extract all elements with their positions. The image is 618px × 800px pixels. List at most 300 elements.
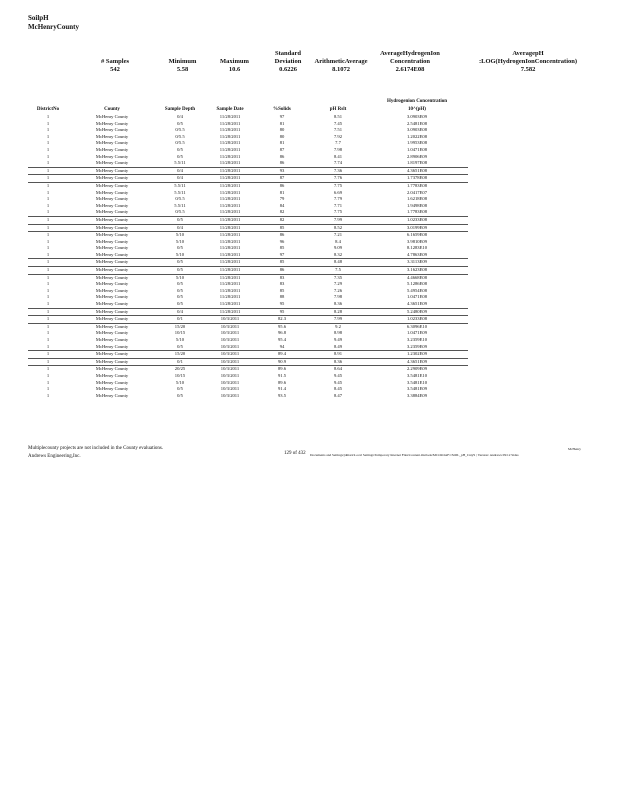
- summary-avg-h-label-1: AverageHydrogenIon: [380, 50, 440, 57]
- cell-county: McHenry County: [95, 301, 129, 307]
- table-row: [28, 350, 468, 358]
- cell-date: 10/3/2011: [220, 386, 240, 392]
- cell-district: 1: [46, 343, 50, 349]
- cell-district: 1: [46, 182, 50, 188]
- cell-county: McHenry County: [95, 232, 129, 238]
- col-header-depth: Sample Depth: [164, 107, 196, 112]
- cell-date: 11/28/2011: [219, 238, 241, 244]
- cell-solids: 95.6: [277, 323, 287, 329]
- cell-solids: 84: [279, 202, 285, 208]
- cell-depth: 0/5.5: [175, 133, 185, 139]
- cell-hconc: 6.1659E08: [406, 232, 428, 238]
- cell-ph: 8.36: [333, 301, 343, 307]
- cell-county: McHenry County: [95, 337, 129, 342]
- cell-county: McHenry County: [95, 251, 129, 257]
- cell-solids: 82: [279, 209, 285, 215]
- cell-hconc: 3.5481E10: [406, 372, 428, 378]
- cell-ph: 7.29: [333, 281, 343, 287]
- cell-district: 1: [46, 267, 50, 273]
- cell-district: 1: [46, 224, 50, 230]
- cell-district: 1: [46, 251, 50, 257]
- cell-hconc: 1.8197E08: [406, 160, 428, 166]
- cell-date: 11/28/2011: [219, 175, 241, 181]
- cell-solids: 95: [279, 308, 285, 314]
- cell-solids: 87: [279, 175, 285, 181]
- cell-ph: 9.09: [333, 245, 343, 251]
- cell-hconc: 2.5481E08: [406, 120, 428, 126]
- cell-date: 11/28/2011: [219, 120, 241, 126]
- cell-depth: 0/5.5: [175, 196, 185, 202]
- cell-date: 11/28/2011: [219, 259, 241, 265]
- cell-county: McHenry County: [95, 330, 129, 336]
- cell-solids: 86: [279, 267, 285, 273]
- footer-company: Andrews Engineering,Inc.: [28, 454, 81, 459]
- cell-hconc: 1.7783E08: [406, 209, 428, 215]
- cell-district: 1: [46, 127, 50, 133]
- cell-solids: 91.4: [277, 386, 287, 392]
- cell-depth: 0/4: [177, 114, 183, 119]
- cell-date: 11/28/2011: [219, 209, 241, 215]
- cell-ph: 7.99: [333, 316, 343, 322]
- cell-ph: 7.26: [333, 287, 343, 293]
- table-row: [28, 114, 468, 121]
- table-row: [28, 373, 468, 380]
- table-row: [28, 344, 468, 351]
- cell-district: 1: [46, 209, 50, 215]
- cell-hconc: 1.9953E08: [406, 140, 428, 146]
- cell-depth: 0/5: [177, 386, 183, 392]
- cell-solids: 97: [279, 251, 285, 257]
- cell-hconc: 5.4954E08: [406, 287, 428, 293]
- cell-date: 11/28/2011: [219, 251, 241, 257]
- cell-date: 11/28/2011: [219, 133, 241, 139]
- cell-date: 11/28/2011: [219, 146, 241, 152]
- cell-solids: 85: [279, 224, 285, 230]
- cell-county: McHenry County: [95, 160, 129, 166]
- cell-hconc: 1.0471E09: [406, 330, 428, 336]
- cell-county: McHenry County: [95, 153, 129, 159]
- cell-solids: 91.5: [277, 372, 287, 378]
- cell-solids: 96: [279, 238, 285, 244]
- cell-district: 1: [46, 238, 50, 244]
- cell-hconc: 1.0233E08: [406, 216, 428, 222]
- cell-solids: 93: [279, 167, 285, 173]
- summary-avg-h-value: 2.6174E08: [395, 66, 425, 73]
- cell-solids: 95: [279, 301, 285, 307]
- cell-depth: 0/5: [177, 343, 183, 349]
- cell-hconc: 3.3113E09: [407, 259, 427, 265]
- cell-county: McHenry County: [95, 392, 129, 398]
- summary-avg-ph-label-2: :LOG(HydrogenIonConcentration): [478, 58, 578, 65]
- cell-hconc: 4.4668E08: [406, 274, 428, 280]
- table-row: [28, 358, 468, 366]
- cell-solids: 87: [279, 146, 285, 152]
- cell-date: 10/3/2011: [220, 366, 240, 372]
- summary-std-value: 0.6226: [279, 66, 297, 73]
- table-row: [28, 216, 468, 224]
- table-row: [28, 315, 468, 323]
- cell-district: 1: [46, 294, 50, 300]
- cell-depth: 0/4: [177, 167, 183, 173]
- cell-county: McHenry County: [95, 366, 129, 372]
- cell-depth: 20/25: [174, 366, 186, 372]
- cell-date: 11/28/2011: [219, 301, 241, 307]
- cell-solids: 80: [279, 127, 285, 133]
- cell-date: 11/28/2011: [219, 167, 241, 173]
- cell-hconc: 3.0199E09: [406, 224, 428, 230]
- cell-county: McHenry County: [95, 351, 129, 357]
- cell-hconc: 8.1283E10: [406, 245, 428, 251]
- cell-hconc: 1.0471E08: [406, 146, 428, 152]
- cell-hconc: 3.2359E10: [406, 337, 428, 342]
- table-row: [28, 380, 468, 387]
- cell-county: McHenry County: [95, 245, 129, 251]
- col-header-date: Sample Date: [216, 107, 244, 112]
- table-row: [28, 196, 468, 203]
- cell-ph: 7.7: [335, 140, 341, 146]
- cell-hconc: 2.2909E09: [406, 366, 428, 372]
- cell-solids: 81: [279, 140, 285, 146]
- cell-solids: 89.6: [277, 366, 287, 372]
- cell-solids: 85: [279, 259, 285, 265]
- cell-hconc: 3.3884E09: [406, 392, 428, 398]
- cell-county: McHenry County: [95, 224, 129, 230]
- cell-county: McHenry County: [95, 372, 129, 378]
- cell-district: 1: [46, 301, 50, 307]
- cell-county: McHenry County: [95, 386, 129, 392]
- cell-date: 11/28/2011: [219, 153, 241, 159]
- cell-ph: 9.45: [333, 379, 343, 385]
- summary-max-value: 10.6: [228, 66, 241, 73]
- cell-district: 1: [46, 232, 50, 238]
- cell-depth: 0/4: [177, 175, 183, 181]
- summary-min-value: 5.58: [176, 66, 189, 73]
- cell-ph: 8.98: [333, 330, 343, 336]
- table-row: [28, 209, 468, 216]
- cell-ph: 8.45: [333, 386, 343, 392]
- cell-depth: 10/15: [174, 372, 186, 378]
- cell-county: McHenry County: [95, 379, 129, 385]
- cell-date: 11/28/2011: [219, 287, 241, 293]
- cell-solids: 96.8: [277, 330, 287, 336]
- cell-ph: 7.71: [333, 202, 343, 208]
- cell-date: 11/28/2011: [219, 127, 241, 133]
- cell-hconc: 1.2022E08: [406, 133, 428, 139]
- cell-ph: 7.35: [333, 274, 343, 280]
- cell-ph: 7.74: [333, 160, 343, 166]
- table-row: [28, 147, 468, 154]
- cell-ph: 9.49: [333, 337, 343, 342]
- cell-district: 1: [46, 153, 50, 159]
- report-county: McHenryCounty: [28, 23, 79, 31]
- cell-ph: 7.21: [333, 232, 343, 238]
- table-row: [28, 203, 468, 210]
- cell-ph: 8.36: [333, 358, 343, 364]
- table-row: [28, 330, 468, 337]
- table-row: [28, 182, 468, 190]
- cell-ph: 7.51: [333, 127, 343, 133]
- cell-hconc: 3.5481E09: [406, 386, 428, 392]
- cell-hconc: 5.2480E09: [406, 308, 428, 314]
- cell-county: McHenry County: [95, 259, 129, 265]
- cell-solids: 95.4: [277, 337, 287, 342]
- table-row: [28, 365, 468, 373]
- summary-samples-label: # Samples: [101, 58, 129, 65]
- cell-solids: 97: [279, 114, 285, 119]
- cell-ph: 8.41: [333, 153, 343, 159]
- cell-ph: 9.45: [333, 372, 343, 378]
- cell-county: McHenry County: [95, 343, 129, 349]
- col-header-district: DistrictNo: [36, 107, 60, 112]
- cell-solids: 89.6: [277, 379, 287, 385]
- cell-depth: 0/5: [177, 287, 183, 293]
- cell-solids: 82.3: [277, 316, 287, 322]
- table-row: [28, 154, 468, 161]
- col-header-county: County: [104, 107, 120, 112]
- cell-district: 1: [46, 146, 50, 152]
- cell-district: 1: [46, 189, 50, 195]
- cell-date: 11/28/2011: [219, 281, 241, 287]
- cell-date: 11/28/2011: [219, 216, 241, 222]
- cell-county: McHenry County: [95, 308, 129, 314]
- cell-hconc: 5.1286E08: [406, 281, 428, 287]
- cell-depth: 0/5: [177, 267, 183, 273]
- cell-district: 1: [46, 358, 50, 364]
- cell-hconc: 1.2302E09: [406, 351, 428, 357]
- cell-district: 1: [46, 337, 50, 342]
- summary-avg-ph-label-1: AveragepH: [512, 50, 544, 57]
- cell-depth: 0/4: [177, 308, 183, 314]
- footer-note: Multiplecounty projects are not included in the County evaluations.: [28, 446, 164, 451]
- cell-hconc: 1.9498E08: [406, 202, 428, 208]
- cell-ph: 7.75: [333, 209, 343, 215]
- table-row: [28, 308, 468, 316]
- cell-date: 11/28/2011: [219, 182, 241, 188]
- cell-ph: 7.92: [333, 133, 343, 139]
- cell-county: McHenry County: [95, 216, 129, 222]
- cell-county: McHenry County: [95, 189, 129, 195]
- cell-ph: 6.69: [333, 189, 343, 195]
- cell-county: McHenry County: [95, 127, 129, 133]
- cell-hconc: 4.3651E08: [406, 167, 428, 173]
- summary-std-label-1: Standard: [274, 50, 301, 57]
- cell-depth: 0/5.5: [175, 127, 185, 133]
- table-row: [28, 134, 468, 141]
- cell-depth: 0/5: [177, 301, 183, 307]
- cell-district: 1: [46, 140, 50, 146]
- cell-solids: 94: [279, 343, 285, 349]
- cell-county: McHenry County: [95, 196, 129, 202]
- cell-county: McHenry County: [95, 146, 129, 152]
- cell-ph: 8.48: [333, 259, 343, 265]
- cell-date: 10/3/2011: [220, 358, 240, 364]
- cell-county: McHenry County: [95, 316, 129, 322]
- table-row: [28, 245, 468, 252]
- summary-arith-label: ArithmeticAverage: [314, 58, 368, 65]
- cell-date: 10/3/2011: [220, 343, 240, 349]
- cell-date: 10/3/2011: [220, 379, 240, 385]
- cell-district: 1: [46, 274, 50, 280]
- cell-district: 1: [46, 216, 50, 222]
- table-row: [28, 127, 468, 134]
- cell-county: McHenry County: [95, 287, 129, 293]
- cell-district: 1: [46, 120, 50, 126]
- cell-solids: 82: [279, 216, 285, 222]
- cell-ph: 7.99: [333, 216, 343, 222]
- cell-date: 11/28/2011: [219, 245, 241, 251]
- table-row: [28, 160, 468, 167]
- cell-solids: 86: [279, 182, 285, 188]
- cell-ph: 9.2: [335, 323, 341, 329]
- cell-depth: 5/10: [175, 238, 185, 244]
- table-row: [28, 301, 468, 308]
- cell-solids: 89.4: [277, 351, 287, 357]
- cell-hconc: 1.7783E08: [406, 182, 428, 188]
- table-row: [28, 323, 468, 331]
- cell-depth: 0/5: [177, 259, 183, 265]
- cell-depth: 5/10: [175, 251, 185, 257]
- table-row: [28, 337, 468, 344]
- cell-ph: 8.49: [333, 343, 343, 349]
- cell-district: 1: [46, 202, 50, 208]
- cell-ph: 8.47: [333, 392, 343, 398]
- cell-district: 1: [46, 308, 50, 314]
- cell-date: 11/28/2011: [219, 114, 241, 119]
- cell-district: 1: [46, 330, 50, 336]
- cell-depth: 0/5.5: [175, 209, 185, 215]
- cell-date: 10/3/2011: [220, 392, 240, 398]
- cell-solids: 85: [279, 287, 285, 293]
- cell-hconc: 2.0417E07: [406, 189, 428, 195]
- cell-county: McHenry County: [95, 202, 129, 208]
- cell-ph: 8.51: [333, 114, 343, 119]
- cell-ph: 7.36: [333, 167, 343, 173]
- cell-district: 1: [46, 287, 50, 293]
- cell-ph: 8.4: [335, 238, 341, 244]
- cell-date: 11/28/2011: [219, 294, 241, 300]
- col-header-hconc-1: Hydrogenion Concentration: [386, 99, 448, 104]
- cell-district: 1: [46, 372, 50, 378]
- table-row: [28, 281, 468, 288]
- cell-ph: 7.5: [335, 267, 341, 273]
- cell-hconc: 3.0903E08: [406, 127, 428, 133]
- summary-std-label-2: Deviation: [274, 58, 302, 65]
- cell-depth: 15/20: [174, 323, 186, 329]
- cell-county: McHenry County: [95, 358, 129, 364]
- cell-district: 1: [46, 379, 50, 385]
- cell-ph: 7.75: [333, 182, 343, 188]
- cell-ph: 8.64: [333, 366, 343, 372]
- cell-county: McHenry County: [95, 133, 129, 139]
- cell-depth: 0/5.5: [175, 140, 185, 146]
- cell-county: McHenry County: [95, 281, 129, 287]
- cell-county: McHenry County: [95, 167, 129, 173]
- col-header-ph: pH Rslt: [329, 107, 347, 112]
- cell-county: McHenry County: [95, 238, 129, 244]
- cell-hconc: 4.7863E09: [406, 251, 428, 257]
- cell-ph: 7.98: [333, 146, 343, 152]
- summary-max-label: Maximum: [220, 58, 249, 65]
- cell-date: 11/28/2011: [219, 189, 241, 195]
- cell-solids: 90.9: [277, 358, 287, 364]
- cell-date: 11/28/2011: [219, 232, 241, 238]
- cell-solids: 88: [279, 294, 285, 300]
- table-row: [28, 274, 468, 282]
- cell-depth: 5/10: [175, 379, 185, 385]
- table-row: [28, 393, 468, 400]
- cell-solids: 86: [279, 160, 285, 166]
- table-row: [28, 266, 468, 274]
- cell-depth: 0/5: [177, 294, 183, 300]
- cell-hconc: 1.0233E08: [406, 316, 428, 322]
- cell-ph: 7.98: [333, 294, 343, 300]
- cell-solids: 83: [279, 281, 285, 287]
- summary-arith-value: 8.1072: [332, 66, 350, 73]
- cell-depth: 5/10: [175, 232, 185, 238]
- cell-depth: 5/10: [175, 274, 185, 280]
- table-row: [28, 174, 468, 182]
- cell-depth: 0/5: [177, 120, 183, 126]
- cell-depth: 0/4: [177, 224, 183, 230]
- cell-depth: 5.5/11: [174, 202, 186, 208]
- table-row: [28, 140, 468, 147]
- cell-district: 1: [46, 392, 50, 398]
- footer-path: Documents and Settings\jdmarz\Local Settings\Temporary Internet Files\Content.Outlook\MCO2OAF1\SOIL_pH_CntyS | Version: Andrews 09/12 Sides: [310, 453, 519, 457]
- summary-samples-value: 542: [110, 66, 120, 73]
- cell-depth: 0/1: [177, 358, 183, 364]
- cell-district: 1: [46, 114, 50, 119]
- cell-date: 11/28/2011: [219, 224, 241, 230]
- table-row: [28, 258, 468, 266]
- cell-county: McHenry County: [95, 267, 129, 273]
- cell-hconc: 2.8906E09: [406, 153, 428, 159]
- cell-ph: 8.91: [333, 351, 343, 357]
- cell-solids: 81: [279, 120, 285, 126]
- table-row: [28, 121, 468, 128]
- cell-county: McHenry County: [95, 175, 129, 181]
- cell-depth: 0/5: [177, 392, 183, 398]
- col-header-hconc-2: 10^(pH): [408, 107, 426, 112]
- cell-district: 1: [46, 133, 50, 139]
- table-row: [28, 224, 468, 232]
- table-row: [28, 239, 468, 246]
- table-row: [28, 252, 468, 259]
- cell-solids: 86: [279, 153, 285, 159]
- table-row: [28, 167, 468, 175]
- footer-right: McHenry: [568, 447, 581, 451]
- cell-solids: 80: [279, 133, 285, 139]
- report-title: SoilpH: [28, 14, 49, 22]
- cell-date: 10/3/2011: [220, 372, 240, 378]
- cell-ph: 8.32: [333, 251, 343, 257]
- cell-county: McHenry County: [95, 120, 129, 126]
- cell-hconc: 4.3651E09: [406, 301, 428, 307]
- cell-district: 1: [46, 167, 50, 173]
- cell-date: 10/3/2011: [220, 337, 240, 342]
- cell-district: 1: [46, 196, 50, 202]
- cell-hconc: 1.0471E08: [406, 294, 428, 300]
- table-row: [28, 231, 468, 239]
- cell-district: 1: [46, 259, 50, 265]
- cell-district: 1: [46, 366, 50, 372]
- cell-depth: 0/1: [177, 316, 183, 322]
- summary-avg-h-label-2: Concentration: [389, 58, 431, 65]
- summary-avg-ph-value: 7.582: [520, 66, 536, 73]
- cell-county: McHenry County: [95, 182, 129, 188]
- cell-ph: 7.45: [333, 120, 343, 126]
- table-row: [28, 386, 468, 393]
- cell-depth: 10/15: [174, 330, 186, 336]
